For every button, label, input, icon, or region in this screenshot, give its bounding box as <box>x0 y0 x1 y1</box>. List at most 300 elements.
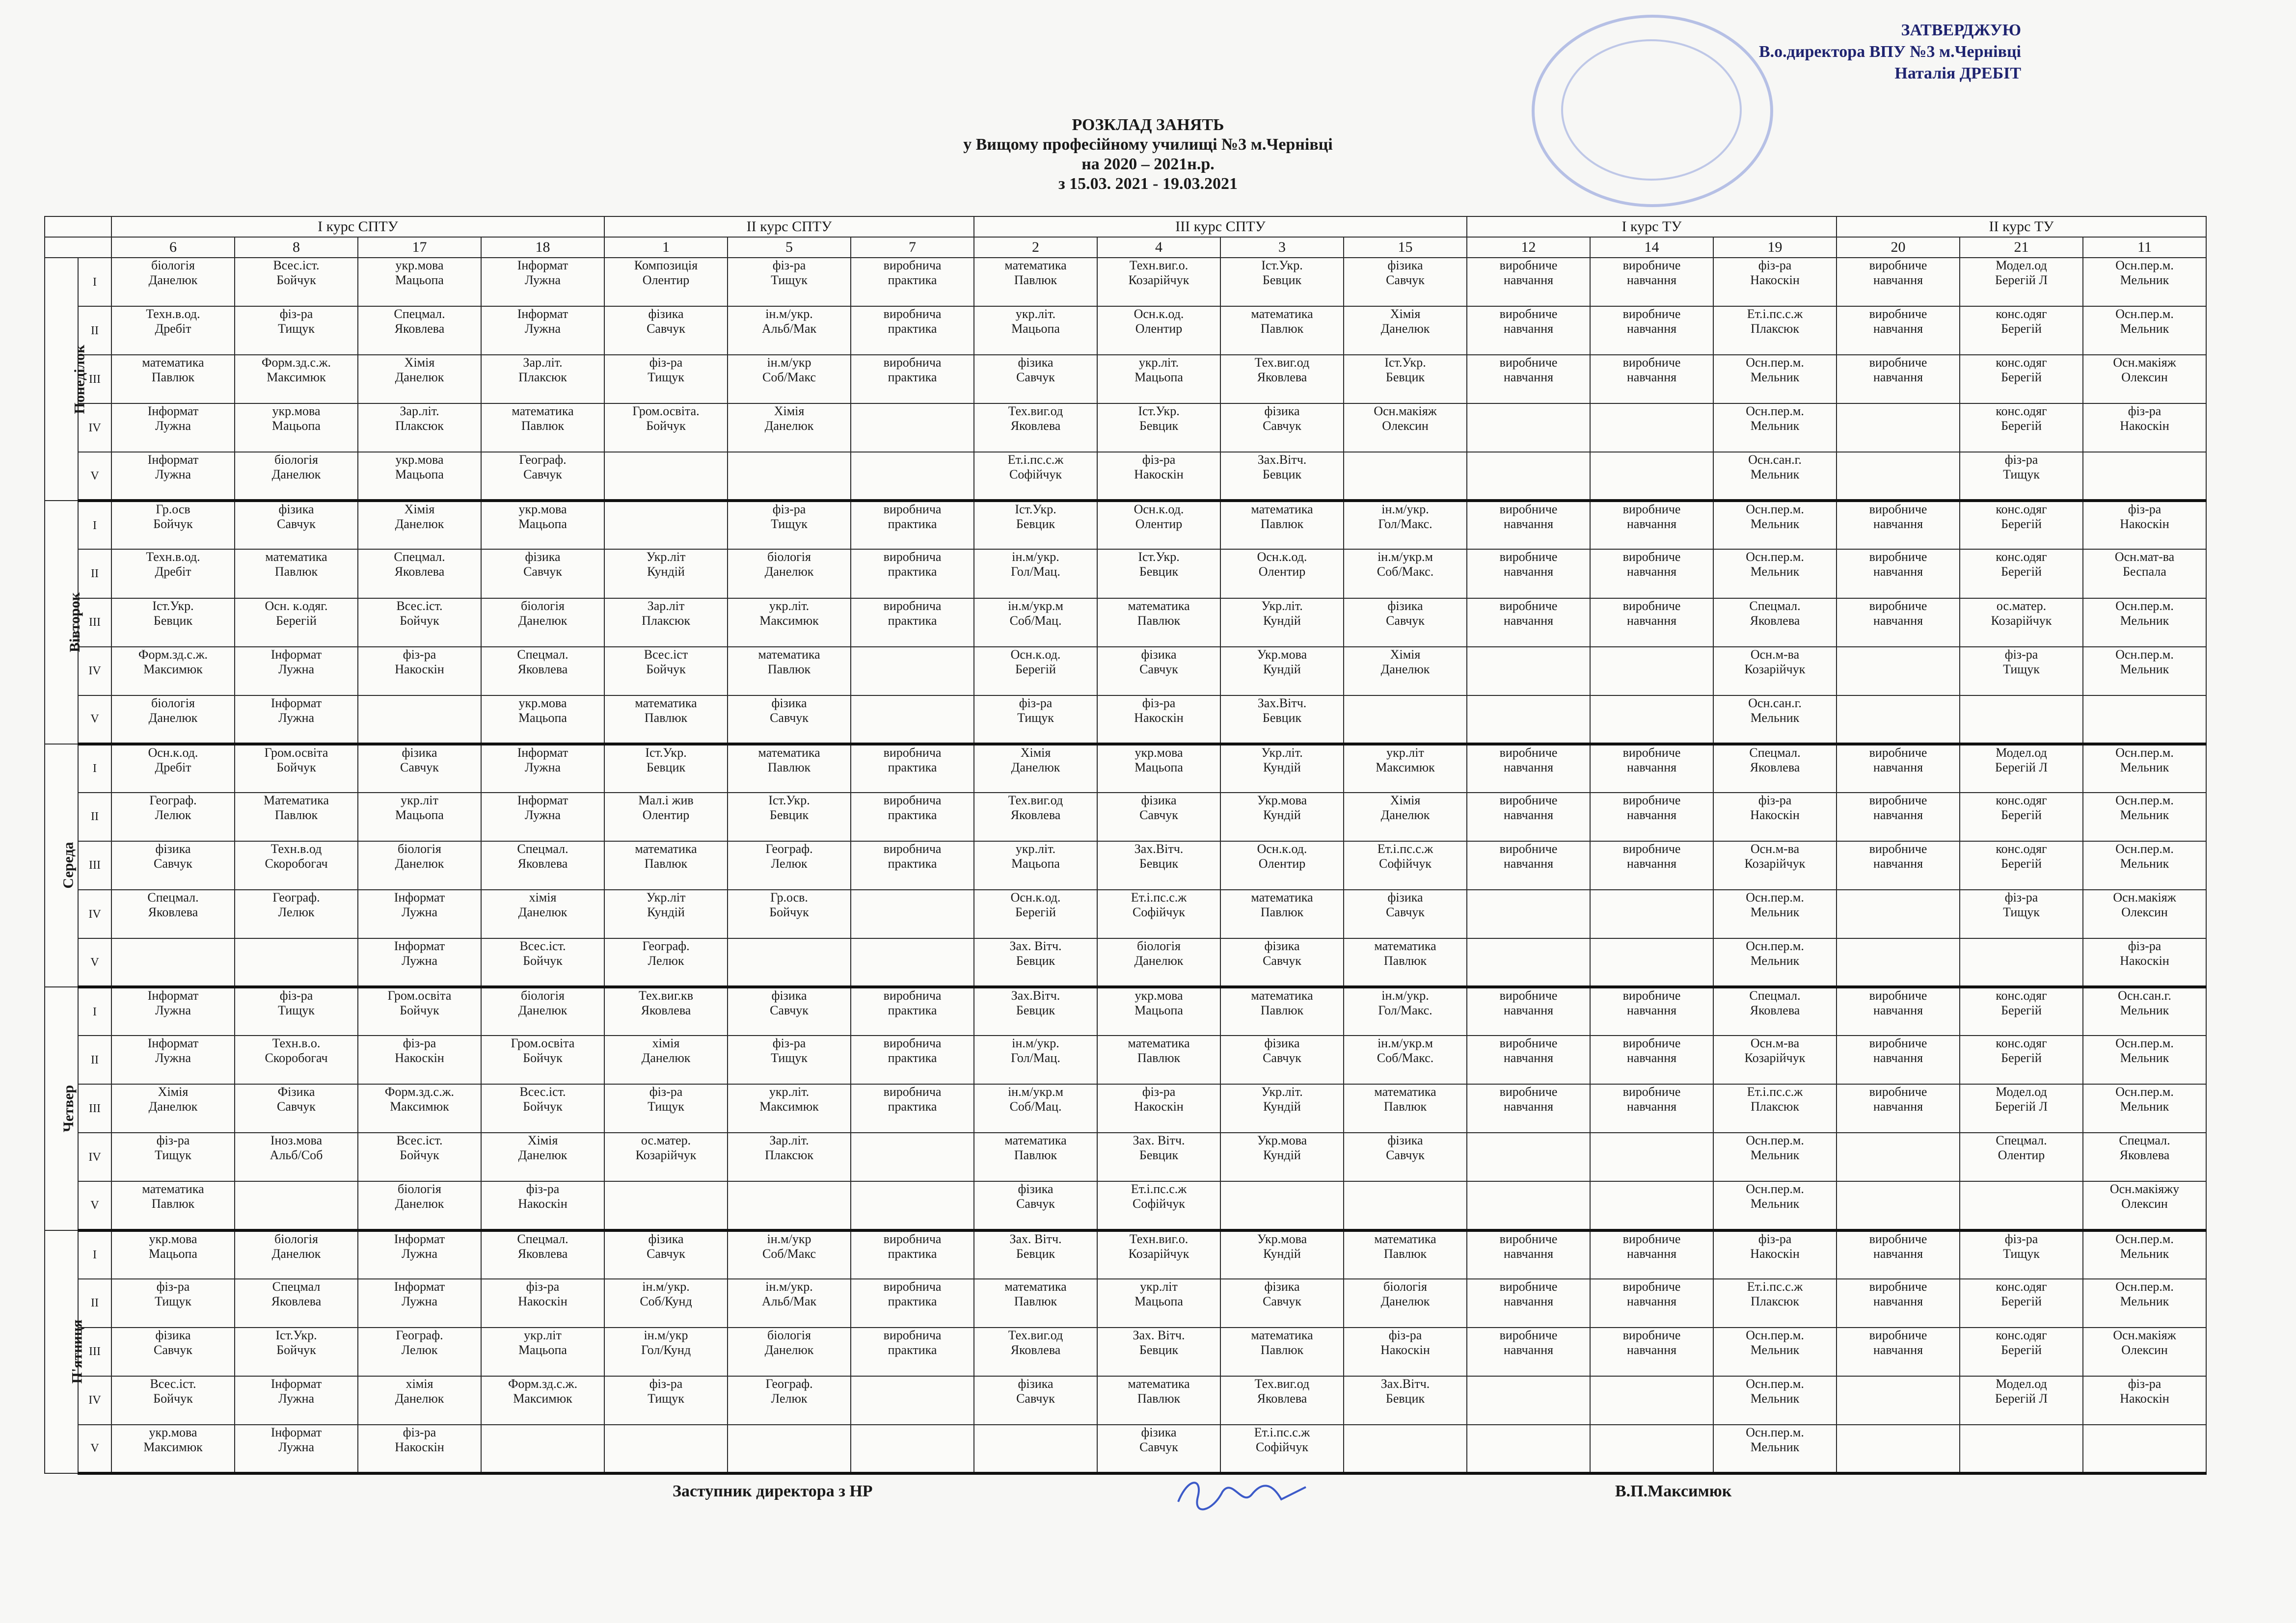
lesson-cell <box>111 987 235 1036</box>
lesson-cell <box>235 890 358 938</box>
teacher: навчання <box>1873 1003 1923 1018</box>
subject: фізика <box>1141 793 1177 807</box>
subject: фіз-ра <box>279 988 313 1003</box>
subject: Фізика <box>277 1085 315 1099</box>
lesson-cell <box>358 1376 481 1425</box>
teacher: навчання <box>1503 564 1554 579</box>
teacher: Лелюк <box>401 1342 438 1357</box>
teacher: Яковлева <box>517 662 568 676</box>
subject: виробнича <box>883 1036 942 1051</box>
teacher: навчання <box>1626 613 1677 628</box>
lesson-cell <box>111 1084 235 1133</box>
subject: Гр.осв. <box>770 890 808 905</box>
group-number: 11 <box>2083 237 2206 258</box>
lesson-cell <box>604 1230 728 1279</box>
teacher: Савчук <box>1139 662 1178 676</box>
subject: Іст.Укр. <box>152 598 194 613</box>
subject: Зар.літ. <box>769 1133 809 1148</box>
lesson-cell <box>1097 549 1220 598</box>
lesson-cell <box>1220 1376 1344 1425</box>
teacher: Соб/Мац. <box>1009 613 1062 628</box>
lesson-cell <box>1960 1328 2083 1376</box>
lesson-row <box>45 744 2206 793</box>
lesson-cell <box>1837 938 1960 987</box>
lesson-cell <box>1097 1084 1220 1133</box>
teacher: Мацьопа <box>1134 1003 1183 1018</box>
lesson-cell <box>1837 1084 1960 1133</box>
teacher: Мельник <box>1750 517 1800 532</box>
lesson-cell <box>1713 938 1837 987</box>
lesson-cell <box>111 258 235 306</box>
teacher: Данелюк <box>148 273 198 287</box>
subject: виробнича <box>883 1279 942 1294</box>
group-number: 14 <box>1590 237 1713 258</box>
subject: виробниче <box>1869 355 1927 370</box>
lesson-cell <box>1960 744 2083 793</box>
lesson-cell <box>1467 501 1590 549</box>
lesson-cell <box>1590 1328 1713 1376</box>
subject: фізика <box>648 307 684 321</box>
subject: виробниче <box>1622 1328 1681 1342</box>
subject: фізика <box>1264 404 1300 419</box>
subject: укр.мова <box>395 258 444 272</box>
lesson-cell <box>358 1036 481 1084</box>
lesson-cell <box>1713 549 1837 598</box>
lesson-cell <box>604 355 728 403</box>
subject: виробниче <box>1869 841 1927 856</box>
teacher: Бевцик <box>1262 273 1302 287</box>
lesson-cell <box>1713 1230 1837 1279</box>
lesson-cell <box>1590 1230 1713 1279</box>
group-number: 6 <box>111 237 235 258</box>
subject: Математика <box>263 793 329 807</box>
lesson-cell <box>1467 695 1590 744</box>
lesson-cell <box>1837 793 1960 841</box>
lesson-number: ІV <box>78 890 111 938</box>
teacher: навчання <box>1626 1099 1677 1114</box>
subject: біологія <box>274 1231 318 1246</box>
lesson-cell <box>2083 890 2206 938</box>
lesson-cell <box>481 793 604 841</box>
lesson-cell <box>235 1084 358 1133</box>
subject: ін.м/укр. <box>1012 550 1059 564</box>
lesson-cell <box>1960 1181 2083 1230</box>
lesson-cell <box>111 306 235 355</box>
teacher: Кундій <box>1263 662 1301 676</box>
lesson-cell <box>1097 452 1220 501</box>
subject: Форм.зд.с.ж. <box>384 1085 455 1099</box>
lesson-cell <box>604 306 728 355</box>
lesson-cell <box>1837 258 1960 306</box>
lesson-cell <box>111 452 235 501</box>
subject: Осн.пер.м. <box>1746 890 1804 905</box>
teacher: Мельник <box>2120 1099 2169 1114</box>
subject: укр.мова <box>149 1425 197 1439</box>
teacher: Берегій Л <box>1995 760 2048 774</box>
teacher: Накоскін <box>2120 419 2169 433</box>
teacher: Савчук <box>1263 419 1301 433</box>
subject: Зах.Вітч. <box>1134 841 1184 856</box>
lesson-cell <box>974 355 1097 403</box>
teacher: Мельник <box>1750 370 1800 385</box>
lesson-cell <box>1344 841 1467 890</box>
subject: Осн.пер.м. <box>1746 1133 1804 1148</box>
subject: фізика <box>1387 258 1423 272</box>
lesson-cell <box>728 1133 851 1181</box>
lesson-cell <box>1097 1181 1220 1230</box>
teacher: Лужна <box>155 1051 191 1065</box>
lesson-cell <box>1713 1376 1837 1425</box>
group-number: 5 <box>728 237 851 258</box>
lesson-cell <box>1960 1376 2083 1425</box>
teacher: Берегій <box>2001 370 2042 385</box>
teacher: навчання <box>1626 321 1677 336</box>
teacher: Накоскін <box>1750 807 1800 822</box>
lesson-cell <box>604 841 728 890</box>
lesson-cell <box>235 744 358 793</box>
teacher: практика <box>888 1003 937 1018</box>
subject: виробниче <box>1499 258 1558 272</box>
lesson-cell <box>2083 501 2206 549</box>
lesson-cell <box>2083 1328 2206 1376</box>
teacher: Павлюк <box>1383 1246 1427 1261</box>
subject: Осн.пер.м. <box>2115 1279 2174 1294</box>
teacher: Накоскін <box>2120 517 2169 532</box>
teacher: Лужна <box>278 1391 315 1406</box>
lesson-cell <box>111 890 235 938</box>
lesson-cell <box>1960 258 2083 306</box>
teacher: Кундій <box>1263 760 1301 774</box>
lesson-cell <box>235 306 358 355</box>
subject: фізика <box>155 841 191 856</box>
subject: Техн.виг.о. <box>1129 1231 1189 1246</box>
teacher: Софійчук <box>1132 905 1186 920</box>
teacher: Бойчук <box>523 1099 563 1114</box>
subject: Осн.пер.м. <box>2115 1085 2174 1099</box>
lesson-cell <box>1220 355 1344 403</box>
lesson-cell <box>604 1181 728 1230</box>
teacher: Плаксюк <box>642 613 690 628</box>
lesson-cell <box>481 1181 604 1230</box>
teacher: Накоскін <box>1134 710 1184 725</box>
lesson-cell <box>728 1328 851 1376</box>
teacher: Олентир <box>1258 856 1306 871</box>
subject: математика <box>1004 1279 1067 1294</box>
subject: фіз-ра <box>156 1279 190 1294</box>
lesson-cell <box>481 258 604 306</box>
document-title <box>0 115 2296 194</box>
teacher: Тищук <box>2003 467 2040 482</box>
lesson-cell <box>1467 793 1590 841</box>
subject: фізика <box>155 1328 191 1342</box>
lesson-cell <box>604 987 728 1036</box>
teacher: Яковлева <box>394 321 445 336</box>
teacher: Софійчук <box>1378 856 1432 871</box>
subject: Ет.і.пс.с.ж <box>1131 890 1187 905</box>
lesson-cell <box>1960 938 2083 987</box>
teacher: Лужна <box>155 1003 191 1018</box>
lesson-cell <box>1344 598 1467 647</box>
teacher: Лужна <box>524 273 561 287</box>
subject: Осн.макіяж <box>2113 890 2176 905</box>
lesson-cell <box>1467 355 1590 403</box>
lesson-cell <box>235 403 358 452</box>
subject: Осн.к.од. <box>1010 647 1061 662</box>
lesson-cell <box>604 647 728 695</box>
lesson-cell <box>1220 793 1344 841</box>
lesson-cell <box>1344 1328 1467 1376</box>
lesson-cell <box>1467 1279 1590 1328</box>
lesson-cell <box>1220 890 1344 938</box>
teacher: Данелюк <box>1134 954 1184 968</box>
lesson-cell <box>1837 695 1960 744</box>
teacher: Бевцик <box>769 807 809 822</box>
lesson-cell <box>1713 1181 1837 1230</box>
subject: виробниче <box>1869 550 1927 564</box>
lesson-cell <box>1097 1328 1220 1376</box>
lesson-cell <box>1344 1279 1467 1328</box>
teacher: Максимюк <box>513 1391 572 1406</box>
subject: математика <box>1128 1036 1190 1051</box>
lesson-cell <box>974 1084 1097 1133</box>
teacher: Мельник <box>1750 710 1800 725</box>
teacher: Берегій <box>2001 856 2042 871</box>
subject: виробниче <box>1499 1231 1558 1246</box>
subject: фіз-ра <box>1142 452 1176 467</box>
lesson-cell <box>728 501 851 549</box>
teacher: Павлюк <box>644 710 688 725</box>
subject: Укр.літ. <box>1261 745 1303 760</box>
subject: Осн.сан.г. <box>1748 695 1802 710</box>
lesson-cell <box>1713 1133 1837 1181</box>
lesson-cell <box>728 744 851 793</box>
subject: Зах. Вітч. <box>1133 1328 1185 1342</box>
subject: Хімія <box>774 404 805 419</box>
teacher: Савчук <box>1386 905 1425 920</box>
teacher: Савчук <box>1016 1197 1055 1211</box>
lesson-cell <box>1837 987 1960 1036</box>
subject: виробниче <box>1622 550 1681 564</box>
subject: Модел.од <box>1996 745 2047 760</box>
lesson-cell <box>851 841 974 890</box>
subject: фізика <box>1387 890 1423 905</box>
lesson-cell <box>1713 452 1837 501</box>
lesson-cell <box>481 1376 604 1425</box>
subject: біологія <box>767 550 811 564</box>
teacher: Павлюк <box>274 807 318 822</box>
lesson-cell <box>851 452 974 501</box>
teacher: Берегій <box>2001 321 2042 336</box>
lesson-cell <box>1590 549 1713 598</box>
day-name: Четвер <box>60 1085 77 1132</box>
subject: Гр.осв <box>156 502 190 517</box>
lesson-cell <box>1220 744 1344 793</box>
lesson-cell <box>1344 306 1467 355</box>
lesson-row <box>45 306 2206 355</box>
lesson-cell <box>1590 258 1713 306</box>
lesson-cell <box>1220 1328 1344 1376</box>
lesson-cell <box>1837 841 1960 890</box>
subject: укр.мова <box>395 452 444 467</box>
lesson-cell <box>851 890 974 938</box>
lesson-cell <box>604 1084 728 1133</box>
lesson-cell <box>1467 598 1590 647</box>
teacher: Тищук <box>771 273 808 287</box>
lesson-cell <box>1097 890 1220 938</box>
lesson-cell <box>1960 793 2083 841</box>
teacher: Савчук <box>523 564 562 579</box>
teacher: Тищук <box>278 1003 315 1018</box>
teacher: Тищук <box>648 1391 684 1406</box>
lesson-cell <box>1467 987 1590 1036</box>
teacher: Дребіт <box>155 564 191 579</box>
lesson-cell <box>1097 501 1220 549</box>
lesson-cell <box>481 744 604 793</box>
day-name: Понеділок <box>71 345 88 414</box>
approval-position: В.о.директора ВПУ №3 м.Чернівці <box>1758 43 2021 61</box>
teacher: Гол/Кунд <box>641 1342 691 1357</box>
lesson-cell <box>1837 1328 1960 1376</box>
teacher: Мацьопа <box>1011 856 1060 871</box>
lesson-cell <box>1837 452 1960 501</box>
teacher: Берегій <box>1015 662 1056 676</box>
lesson-cell <box>1097 1425 1220 1473</box>
teacher: Берегій <box>2001 1003 2042 1018</box>
subject: конс.одяг <box>1996 1328 2047 1342</box>
teacher: Тищук <box>771 517 808 532</box>
teacher: Бевцик <box>1139 419 1179 433</box>
teacher: Данелюк <box>764 1342 814 1357</box>
teacher: Мельник <box>2120 273 2169 287</box>
teacher: Бойчук <box>400 613 439 628</box>
lesson-cell <box>1344 1084 1467 1133</box>
lesson-cell <box>604 258 728 306</box>
subject: виробниче <box>1622 841 1681 856</box>
lesson-cell <box>1344 501 1467 549</box>
subject: виробниче <box>1499 355 1558 370</box>
teacher: Берегій <box>276 613 317 628</box>
lesson-cell <box>358 695 481 744</box>
lesson-number: ІІ <box>78 1279 111 1328</box>
subject: Осн.пер.м. <box>2115 307 2174 321</box>
group-number: 3 <box>1220 237 1344 258</box>
subject: математика <box>635 695 697 710</box>
group-number: 7 <box>851 237 974 258</box>
teacher: Берегій Л <box>1995 273 2048 287</box>
subject: фіз-ра <box>2128 1376 2161 1391</box>
lesson-cell <box>851 1084 974 1133</box>
teacher: Накоскін <box>395 1051 444 1065</box>
teacher: Мельник <box>2120 807 2169 822</box>
teacher: навчання <box>1626 564 1677 579</box>
subject: Спецмал. <box>394 307 445 321</box>
subject: фізика <box>1264 1279 1300 1294</box>
group-number: 19 <box>1713 237 1837 258</box>
teacher: Мацьопа <box>395 467 444 482</box>
subject: Ет.і.пс.с.ж <box>1747 1279 1803 1294</box>
teacher: Бойчук <box>153 517 193 532</box>
lesson-cell <box>851 355 974 403</box>
lesson-cell <box>1713 1279 1837 1328</box>
teacher: Лелюк <box>648 954 684 968</box>
subject: фіз-ра <box>2004 452 2038 467</box>
lesson-cell <box>235 695 358 744</box>
teacher: Берегій Л <box>1995 1391 2048 1406</box>
subject: Модел.од <box>1996 1376 2047 1391</box>
subject: математика <box>1004 1133 1067 1148</box>
teacher: Павлюк <box>767 760 811 774</box>
teacher: Павлюк <box>767 662 811 676</box>
subject: Укр.літ <box>646 550 686 564</box>
lesson-cell <box>1713 306 1837 355</box>
lesson-number: ІІІ <box>78 841 111 890</box>
teacher: Павлюк <box>1260 1003 1304 1018</box>
subject: виробниче <box>1869 1279 1927 1294</box>
teacher: навчання <box>1503 1003 1554 1018</box>
subject: укр.літ <box>401 793 438 807</box>
lesson-cell <box>358 549 481 598</box>
subject: Укр.мова <box>1257 1133 1307 1148</box>
lesson-cell <box>1590 987 1713 1036</box>
subject: Географ. <box>765 1376 813 1391</box>
lesson-cell <box>974 1376 1097 1425</box>
teacher: Мельник <box>2120 662 2169 676</box>
teacher: Альб/Соб <box>270 1148 323 1163</box>
subject: фізика <box>771 988 807 1003</box>
subject: фізика <box>648 1231 684 1246</box>
lesson-cell <box>974 1425 1097 1473</box>
teacher: Яковлева <box>1750 1003 1800 1018</box>
teacher: Павлюк <box>521 419 565 433</box>
handwritten-signature <box>1168 1472 1316 1517</box>
lesson-cell <box>1590 1376 1713 1425</box>
lesson-cell <box>1220 1036 1344 1084</box>
teacher: Тищук <box>155 1294 191 1308</box>
lesson-cell <box>1837 1376 1960 1425</box>
course-header: І курс СПТУ <box>111 216 604 237</box>
subject: фіз-ра <box>2004 890 2038 905</box>
subject: Інформат <box>517 307 568 321</box>
lesson-number: ІІІ <box>78 598 111 647</box>
subject: математика <box>1128 598 1190 613</box>
lesson-cell <box>111 1376 235 1425</box>
teacher: Козарійчук <box>1128 1246 1189 1261</box>
lesson-cell <box>2083 647 2206 695</box>
lesson-cell <box>2083 403 2206 452</box>
lesson-cell <box>111 695 235 744</box>
lesson-row <box>45 403 2206 452</box>
teacher: Данелюк <box>518 1148 567 1163</box>
teacher: Бойчук <box>276 760 316 774</box>
teacher: навчання <box>1873 1246 1923 1261</box>
lesson-cell <box>1590 647 1713 695</box>
subject: Спецмал. <box>517 841 568 856</box>
lesson-cell <box>2083 306 2206 355</box>
lesson-cell <box>1467 841 1590 890</box>
lesson-cell <box>1467 1328 1590 1376</box>
lesson-cell <box>851 1376 974 1425</box>
teacher: Олентир <box>1135 517 1183 532</box>
lesson-cell <box>1467 403 1590 452</box>
lesson-cell <box>974 841 1097 890</box>
teacher: Накоскін <box>518 1197 567 1211</box>
subject: виробниче <box>1869 307 1927 321</box>
teacher: Накоскін <box>1134 1099 1184 1114</box>
lesson-row <box>45 501 2206 549</box>
teacher: Данелюк <box>1380 662 1430 676</box>
lesson-cell <box>1590 1279 1713 1328</box>
subject: математика <box>1251 307 1313 321</box>
